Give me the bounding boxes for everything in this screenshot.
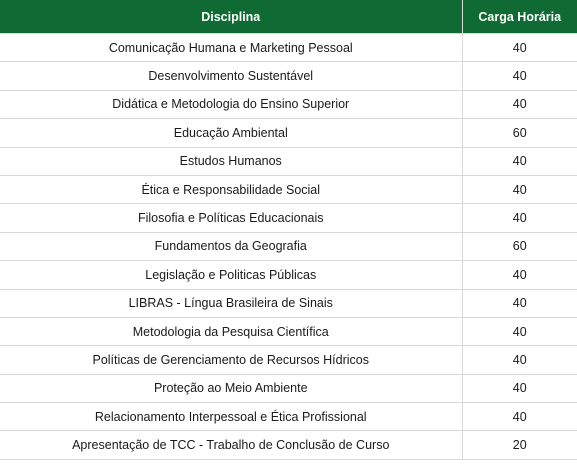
discipline-cell: Legislação e Politicas Públicas: [0, 261, 462, 289]
hours-cell: 40: [462, 374, 577, 402]
table-row: [0, 261, 577, 289]
hours-cell: 40: [462, 147, 577, 175]
table-row: [0, 34, 577, 62]
discipline-cell: Relacionamento Interpessoal e Ética Profissional: [0, 403, 462, 431]
discipline-cell: Filosofia e Políticas Educacionais: [0, 204, 462, 232]
hours-cell: 40: [462, 204, 577, 232]
hours-cell: 40: [462, 261, 577, 289]
discipline-cell: Políticas de Gerenciamento de Recursos Hídricos: [0, 346, 462, 374]
hours-cell: 40: [462, 346, 577, 374]
discipline-cell: Metodologia da Pesquisa Científica: [0, 317, 462, 345]
hours-cell: 20: [462, 431, 577, 459]
hours-cell: 60: [462, 232, 577, 260]
hours-cell: 40: [462, 34, 577, 62]
table-body: [0, 34, 577, 460]
hours-column-header: Carga Horária: [462, 0, 577, 34]
table-row: [0, 175, 577, 203]
table-row: [0, 317, 577, 345]
hours-cell: 40: [462, 403, 577, 431]
table-row: [0, 431, 577, 459]
discipline-cell: LIBRAS - Língua Brasileira de Sinais: [0, 289, 462, 317]
table-row: [0, 374, 577, 402]
table-row: [0, 119, 577, 147]
discipline-cell: Estudos Humanos: [0, 147, 462, 175]
hours-cell: 40: [462, 317, 577, 345]
table-row: [0, 289, 577, 317]
discipline-column-header: Disciplina: [0, 0, 462, 34]
table-row: [0, 147, 577, 175]
hours-cell: 40: [462, 90, 577, 118]
hours-cell: 40: [462, 289, 577, 317]
table-row: [0, 346, 577, 374]
discipline-cell: Apresentação de TCC - Trabalho de Conclusão de Curso: [0, 431, 462, 459]
discipline-cell: Proteção ao Meio Ambiente: [0, 374, 462, 402]
table-header: [0, 0, 577, 34]
discipline-cell: Fundamentos da Geografia: [0, 232, 462, 260]
hours-cell: 40: [462, 62, 577, 90]
hours-cell: 40: [462, 175, 577, 203]
discipline-cell: Ética e Responsabilidade Social: [0, 175, 462, 203]
header-row: [0, 0, 577, 34]
table-row: [0, 90, 577, 118]
discipline-cell: Educação Ambiental: [0, 119, 462, 147]
table-row: [0, 403, 577, 431]
table-row: [0, 204, 577, 232]
discipline-cell: Didática e Metodologia do Ensino Superior: [0, 90, 462, 118]
hours-cell: 60: [462, 119, 577, 147]
table-row: [0, 232, 577, 260]
discipline-cell: Comunicação Humana e Marketing Pessoal: [0, 34, 462, 62]
table-row: [0, 62, 577, 90]
discipline-cell: Desenvolvimento Sustentável: [0, 62, 462, 90]
